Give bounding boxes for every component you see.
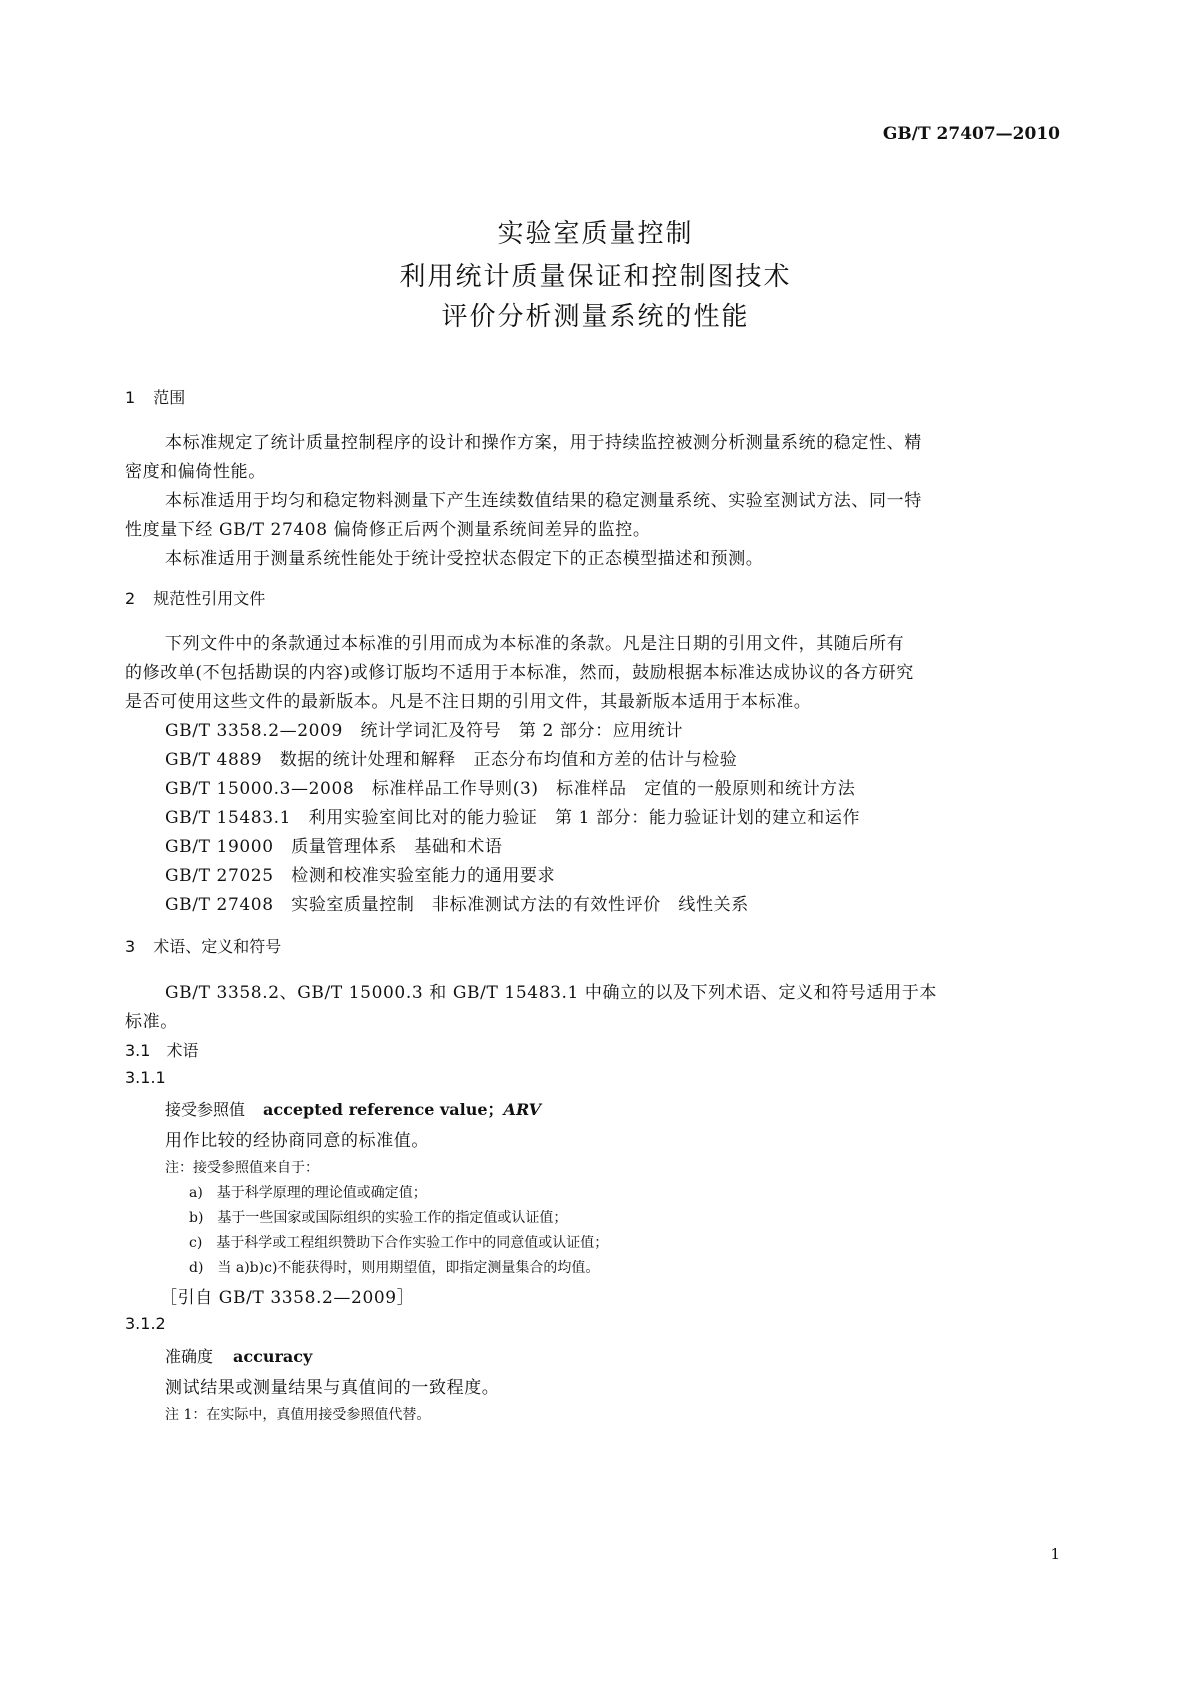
term-chinese: 准确度 <box>165 1347 214 1366</box>
reference-item: GB/T 4889 数据的统计处理和解释 正态分布均值和方差的估计与检验 <box>165 750 738 770</box>
subsection-number: 3.1 <box>125 1041 151 1060</box>
term-english: accuracy <box>233 1347 313 1366</box>
term-english: accepted reference value； <box>263 1100 504 1119</box>
section-title: 规范性引用文件 <box>153 589 266 608</box>
standard-code: GB/T 27407—2010 <box>882 124 1060 144</box>
paragraph-line: 的修改单(不包括勘误的内容)或修订版均不适用于本标准，然而，鼓励根据本标准达成协议的各方研究 <box>125 663 914 683</box>
section-1-heading <box>125 385 185 408</box>
term-abbreviation: ARV <box>503 1100 542 1119</box>
note-item: c) 基于科学或工程组织赞助下合作实验工作中的同意值或认证值； <box>189 1235 609 1251</box>
title-line-1: 实验室质量控制 <box>497 219 694 249</box>
reference-item: GB/T 19000 质量管理体系 基础和术语 <box>165 837 503 857</box>
term-heading <box>165 1344 312 1367</box>
section-number: 1 <box>125 388 136 407</box>
section-number: 3 <box>125 937 136 956</box>
paragraph-line: 是否可使用这些文件的最新版本。凡是不注日期的引用文件，其最新版本适用于本标准。 <box>125 692 812 712</box>
page-number: 1 <box>1050 1545 1060 1563</box>
paragraph-line: 本标准规定了统计质量控制程序的设计和操作方案，用于持续监控被测分析测量系统的稳定性、精 <box>165 433 922 453</box>
paragraph-line: 本标准适用于均匀和稳定物料测量下产生连续数值结果的稳定测量系统、实验室测试方法、同一特 <box>165 491 922 511</box>
paragraph-line: 下列文件中的条款通过本标准的引用而成为本标准的条款。凡是注日期的引用文件，其随后所有 <box>165 634 905 654</box>
paragraph-line: 密度和偏倚性能。 <box>125 462 266 482</box>
subsection-3-1-heading <box>125 1038 198 1061</box>
note-item: a) 基于科学原理的理论值或确定值； <box>189 1185 427 1201</box>
citation-source: ［引自 GB/T 3358.2—2009］ <box>160 1288 415 1308</box>
subsection-title: 术语 <box>166 1041 199 1060</box>
reference-item: GB/T 15000.3—2008 标准样品工作导则(3) 标准样品 定值的一般原则和统计方法 <box>165 779 856 799</box>
note-item: d) 当 a)b)c)不能获得时，则用期望值，即指定测量集合的均值。 <box>189 1260 600 1276</box>
term-definition: 用作比较的经协商同意的标准值。 <box>165 1131 429 1151</box>
section-3-heading <box>125 934 281 957</box>
reference-item: GB/T 27025 检测和校准实验室能力的通用要求 <box>165 866 556 886</box>
section-2-heading <box>125 586 265 609</box>
section-number: 2 <box>125 589 136 608</box>
section-title: 术语、定义和符号 <box>153 937 282 956</box>
term-number: 3.1.1 <box>125 1068 166 1087</box>
paragraph-line: 性度量下经 GB/T 27408 偏倚修正后两个测量系统间差异的监控。 <box>125 520 651 540</box>
note-intro: 注：接受参照值来自于： <box>165 1160 319 1176</box>
note-item: b) 基于一些国家或国际组织的实验工作的指定值或认证值； <box>189 1210 568 1226</box>
reference-item: GB/T 3358.2—2009 统计学词汇及符号 第 2 部分：应用统计 <box>165 721 684 741</box>
paragraph-line: 标准。 <box>125 1012 178 1032</box>
reference-item: GB/T 15483.1 利用实验室间比对的能力验证 第 1 部分：能力验证计划的建立和运作 <box>165 808 861 828</box>
paragraph-line: 本标准适用于测量系统性能处于统计受控状态假定下的正态模型描述和预测。 <box>165 549 764 569</box>
reference-item: GB/T 27408 实验室质量控制 非标准测试方法的有效性评价 线性关系 <box>165 895 749 915</box>
note: 注 1：在实际中，真值用接受参照值代替。 <box>165 1407 431 1423</box>
title-line-3: 评价分析测量系统的性能 <box>441 302 750 332</box>
term-definition: 测试结果或测量结果与真值间的一致程度。 <box>165 1378 500 1398</box>
term-heading <box>165 1097 541 1120</box>
term-chinese: 接受参照值 <box>165 1100 246 1119</box>
paragraph-line: GB/T 3358.2、GB/T 15000.3 和 GB/T 15483.1 中确立的以及下列术语、定义和符号适用于本 <box>165 983 937 1003</box>
title-line-2: 利用统计质量保证和控制图技术 <box>399 262 792 292</box>
term-number: 3.1.2 <box>125 1314 166 1333</box>
section-title: 范围 <box>153 388 186 407</box>
